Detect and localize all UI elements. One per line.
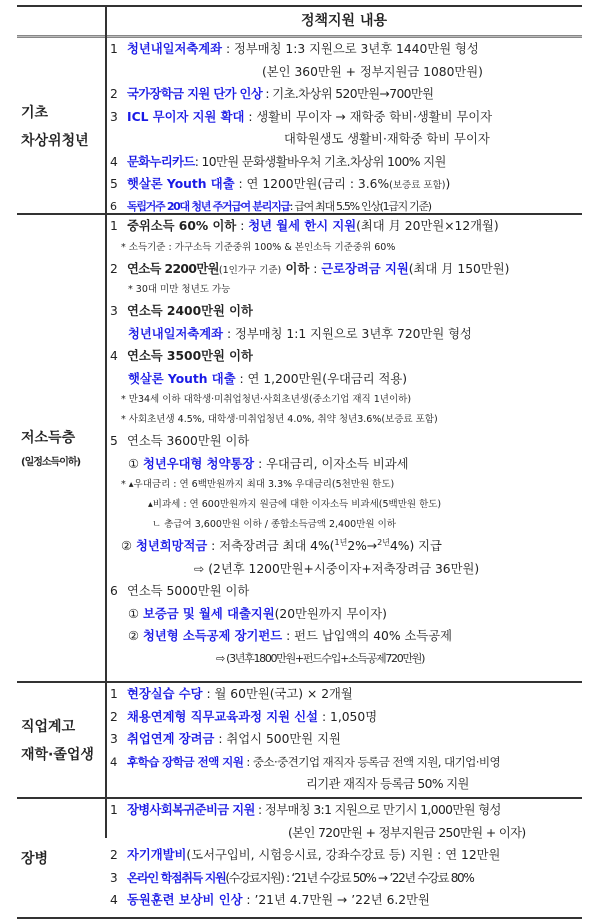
policy-detail: ⇨ (3년후1800만원+펀드수입+소득공제720만원) [216, 651, 425, 665]
policy-detail: : 정부매칭 3:1 지원으로 만기시 1,000만원 형성 [254, 803, 501, 817]
policy-detail: : 정부매칭 1:1 지원으로 3년후 720만원 형성 [223, 326, 472, 341]
section-content [110, 38, 582, 218]
list-item [110, 83, 582, 106]
list-item [110, 258, 582, 281]
item-number: 1 [110, 219, 118, 233]
policy-detail: : 연 1,200만원(우대금리 적용) [235, 371, 408, 386]
policy-detail: 2%→ [347, 539, 378, 553]
list-item [110, 706, 582, 729]
policy-detail: : 저축장려금 최대 4%( [207, 539, 335, 553]
policy-title: 청년희망적금 [135, 539, 208, 553]
policy-detail: : ’21년 4.7만원 → ’22년 6.2만원 [242, 893, 430, 907]
list-item [110, 751, 582, 774]
list-item [110, 151, 582, 174]
policy-title: 햇살론 Youth 대출 [127, 177, 235, 191]
policy-title: 청년 월세 한시 지원 [248, 219, 357, 233]
category-line-1: 직업계고 [21, 719, 76, 735]
item-number: 3 [110, 732, 118, 746]
list-item [110, 368, 582, 391]
income-condition: 이하 [281, 261, 310, 276]
policy-title: 청년내일저축계좌 [128, 326, 224, 341]
policy-detail: 리기관 재직자 등록금 50% 지원 [306, 777, 469, 791]
header-title: 정책지원 내용 [300, 13, 388, 29]
category-label [17, 38, 105, 213]
policy-title: 청년우대형 청약통장 [142, 456, 255, 471]
item-number: 1 [110, 803, 118, 817]
policy-title: 채용연계형 직무교육과정 지원 신설 [127, 709, 319, 724]
item-number: 4 [110, 754, 117, 769]
income-condition: 연소득 3500만원 이하 [127, 349, 253, 363]
list-item [110, 535, 582, 558]
item-number: 3 [110, 109, 118, 124]
separator: : [236, 219, 249, 233]
list-item [110, 580, 582, 603]
policy-title: 현장실습 수당 [127, 687, 203, 701]
income-condition: 연소득 5000만원 이하 [127, 584, 250, 598]
list-item-continuation [110, 648, 582, 671]
item-number: 2 [110, 848, 118, 862]
list-item-continuation [110, 61, 582, 84]
category-label [17, 683, 105, 797]
category-line-2: 차상위청년 [21, 132, 89, 149]
separator: : [309, 261, 322, 276]
table-bottom-border [17, 917, 582, 919]
category-line-1: 기초 [21, 104, 49, 121]
policy-detail: (수강료지원) : ‘21년 수강료 50% → ’22년 수강료 80% [225, 870, 474, 885]
list-item [110, 889, 582, 912]
policy-title: 청년내일저축계좌 [127, 42, 223, 56]
income-condition: 연소득 2200만원 [127, 261, 219, 276]
policy-detail: : 1,050명 [318, 709, 378, 724]
list-item [110, 430, 582, 453]
condition-note: (1인가구 기준) [218, 264, 282, 276]
list-note [110, 390, 582, 410]
list-item [110, 300, 582, 323]
item-number: 6 [110, 199, 116, 213]
list-note [110, 495, 582, 515]
policy-note: * 만34세 이하 대학생·미취업청년·사회초년생(중소기업 재직 1년이하) [121, 394, 412, 405]
policy-detail: (최대 月 20만원×12개월) [356, 219, 499, 233]
category-label [17, 215, 105, 680]
item-number: 2 [110, 261, 118, 276]
policy-title: ICL 무이자 지원 확대 [127, 109, 245, 124]
policy-title: 청년형 소득공제 장기펀드 [142, 629, 283, 643]
policy-detail: : 중소·중견기업 재직자 등록금 전액 지원, 대기업·비영 [243, 754, 501, 769]
policy-detail: : 10만원 문화생활바우처 기초.차상위 100% 지원 [194, 154, 446, 169]
policy-detail: 대학원생도 생활비·재학중 학비 무이자 [284, 132, 490, 146]
policy-detail: ) [445, 177, 451, 191]
section-content [110, 215, 582, 670]
category-line-1: 저소득층 [21, 430, 76, 446]
policy-detail: (최대 月 150만원) [408, 261, 510, 276]
income-condition: 연소득 2400만원 이하 [127, 304, 253, 318]
circled-number: ② [121, 539, 133, 553]
policy-note: * 소득기준 : 가구소득 기준중위 100% & 본인소득 기준중위 60% [121, 241, 396, 253]
list-item [110, 728, 582, 751]
superscript-year: 2년 [377, 537, 390, 547]
policy-detail: : 취업시 500만원 지원 [214, 732, 341, 746]
policy-title: 보증금 및 월세 대출지원 [142, 606, 275, 621]
list-item [110, 453, 582, 476]
policy-detail: : 급여 최대 5.5% 인상(1급지 기준) [289, 199, 431, 213]
policy-detail: : 연 1200만원(금리 : 3.6% [234, 177, 390, 191]
circled-number: ② [128, 629, 140, 643]
category-line-2: (일정소득이하) [21, 457, 81, 468]
policy-detail: (도서구입비, 시험응시료, 강좌수강료 등) 지원 : 연 12만원 [186, 848, 501, 862]
list-item [110, 106, 582, 129]
income-condition: 연소득 3600만원 이하 [127, 434, 250, 448]
section-content [110, 683, 582, 796]
item-number: 4 [110, 154, 118, 169]
list-item-continuation [110, 773, 582, 796]
list-item [110, 683, 582, 706]
list-note [110, 475, 582, 495]
section-basic-low-income [17, 38, 582, 213]
policy-detail: (20만원까지 무이자) [274, 606, 387, 621]
policy-title: 문화누리카드 [127, 154, 195, 169]
policy-note: * 30대 미만 청년도 가능 [128, 284, 231, 295]
item-number: 6 [110, 584, 118, 598]
list-note [110, 238, 582, 258]
section-vocational-high [17, 683, 582, 797]
list-note [110, 410, 582, 430]
list-note [110, 280, 582, 300]
section-content [110, 799, 582, 912]
superscript-year: 1년 [334, 537, 348, 547]
list-item [110, 867, 582, 890]
item-number: 4 [110, 349, 118, 363]
policy-title: 온라인 학점취득 지원 [127, 870, 226, 885]
circled-number: ① [128, 606, 140, 621]
policy-detail: : 펀드 납입액의 40% 소득공제 [282, 629, 452, 643]
list-item [110, 323, 582, 346]
policy-title: 독립거주 20대 청년 주거급여 분리지급 [127, 199, 290, 213]
policy-note: ㄴ 총급여 3,600만원 이하 / 종합소득금액 2,400만원 이하 [152, 519, 396, 530]
item-number: 3 [110, 870, 117, 885]
policy-title: 동원훈련 보상비 인상 [127, 893, 243, 907]
policy-note: ▴비과세 : 연 600만원까지 원금에 대한 이자소득 비과세(5백만원 한도) [148, 499, 442, 510]
policy-title: 국가장학금 지원 단가 인상 [127, 87, 263, 101]
policy-title: 근로장려금 지원 [321, 261, 409, 276]
list-item [110, 625, 582, 648]
list-item [110, 215, 582, 238]
policy-note: * 사회초년생 4.5%, 대학생·미취업청년 4.0%, 취약 청년3.6%(보증료 포함) [121, 414, 438, 425]
item-number: 2 [110, 709, 118, 724]
policy-detail: ⇨ (2년후 1200만원+시중이자+저축장려금 36만원) [194, 561, 480, 576]
policy-title: 후학습 장학금 전액 지원 [127, 754, 244, 769]
policy-detail: : 우대금리, 이자소득 비과세 [254, 456, 409, 471]
item-number: 2 [110, 87, 118, 101]
policy-note: (보증료 포함) [389, 180, 446, 191]
list-item [110, 799, 582, 822]
policy-title: 햇살론 Youth 대출 [128, 371, 236, 386]
category-label [17, 799, 105, 917]
policy-detail: : 기초.차상위 520만원→700만원 [262, 87, 434, 101]
policy-title: 자기개발비 [127, 848, 187, 862]
policy-title: 장병사회복귀준비금 지원 [127, 803, 255, 817]
list-item-continuation [110, 822, 582, 845]
header-category-cell [17, 7, 105, 35]
section-low-income [17, 215, 582, 680]
list-item [110, 844, 582, 867]
income-condition: 중위소득 60% 이하 [127, 219, 237, 233]
item-number: 5 [110, 434, 118, 448]
list-item [110, 345, 582, 368]
policy-detail: 4%) 지급 [389, 539, 442, 553]
policy-detail: (본인 360만원 + 정부지원금 1080만원) [262, 64, 483, 79]
item-number: 5 [110, 177, 118, 191]
table-header-row [17, 7, 582, 35]
list-item [110, 603, 582, 626]
policy-detail: (본인 720만원 + 정부지원금 250만원 + 이자) [288, 825, 526, 840]
list-item [110, 173, 582, 196]
list-item-continuation [110, 558, 582, 581]
item-number: 4 [110, 893, 118, 907]
list-note [110, 515, 582, 535]
policy-detail: : 월 60만원(국고) × 2개월 [202, 687, 353, 701]
section-soldiers [17, 799, 582, 917]
policy-detail: : 생활비 무이자 → 재학중 학비·생활비 무이자 [244, 109, 493, 124]
item-number: 1 [110, 42, 118, 56]
circled-number: ① [128, 456, 140, 471]
item-number: 3 [110, 304, 118, 318]
policy-note: * ▴우대금리 : 연 6백만원까지 최대 3.3% 우대금리(5천만원 한도) [121, 479, 395, 490]
item-number: 1 [110, 687, 118, 701]
list-item-continuation [110, 128, 582, 151]
policy-detail: : 정부매칭 1:3 지원으로 3년후 1440만원 형성 [222, 42, 479, 56]
category-line-1: 장병 [21, 851, 49, 867]
policy-title: 취업연계 장려금 [127, 732, 215, 746]
list-item [110, 38, 582, 61]
category-line-2: 재학·졸업생 [21, 747, 94, 763]
